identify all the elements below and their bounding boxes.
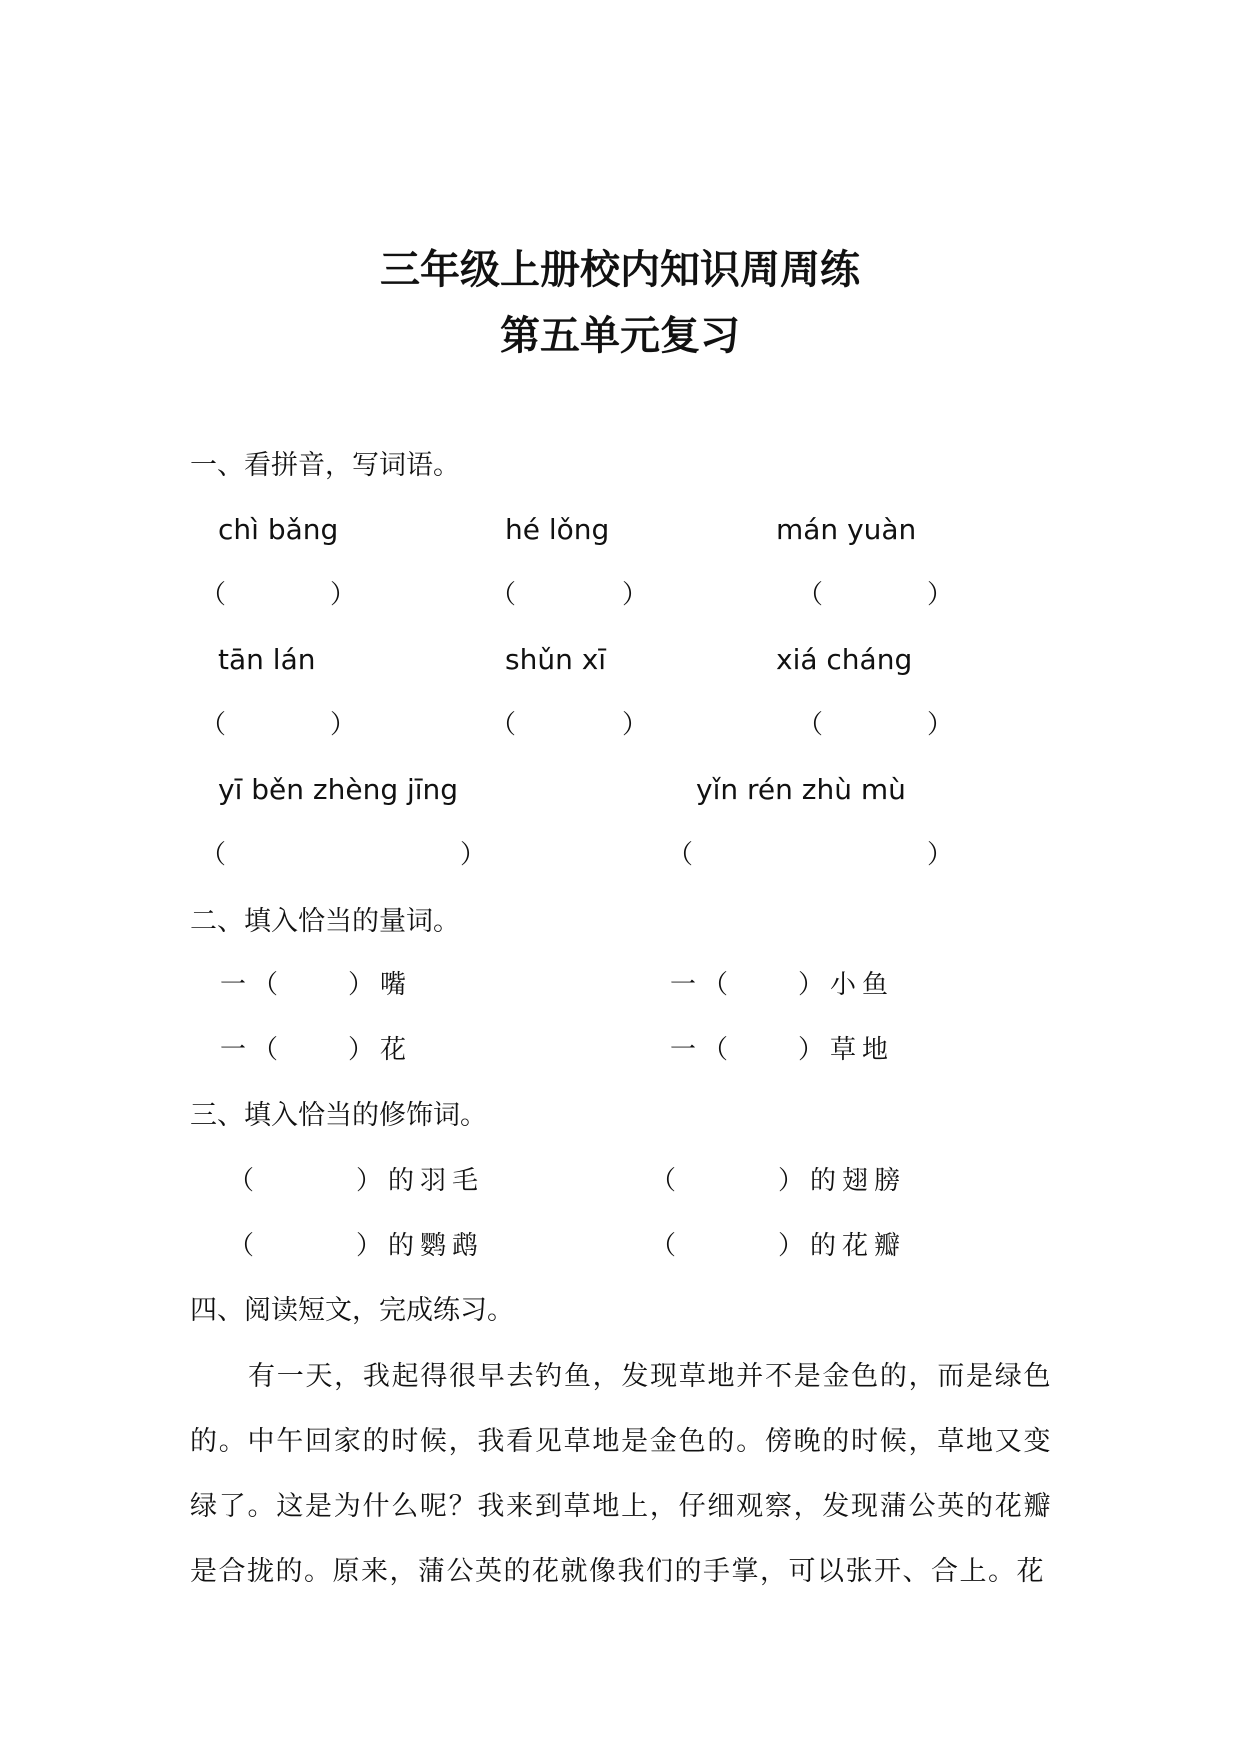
measure-word-item: 一（ ）花	[220, 1035, 413, 1065]
page-subtitle: 第五单元复习	[500, 313, 740, 359]
answer-bracket-close: ）	[927, 710, 954, 740]
section1-heading: 一、看拼音，写词语。	[190, 450, 460, 481]
pinyin-item: hé lǒng	[505, 513, 610, 546]
answer-bracket-close: ）	[330, 580, 357, 610]
answer-bracket-close: ）	[622, 580, 649, 610]
pinyin-item: mán yuàn	[776, 513, 917, 546]
answer-bracket-open: （	[667, 840, 694, 870]
section3-heading: 三、填入恰当的修饰词。	[190, 1100, 487, 1131]
answer-bracket-open: （	[797, 580, 824, 610]
modifier-item: （ ）的鹦鹉	[228, 1231, 485, 1261]
modifier-item: （ ）的花瓣	[650, 1231, 907, 1261]
pinyin-item: chì bǎng	[218, 513, 339, 546]
answer-bracket-open: （	[490, 710, 517, 740]
pinyin-item: shǔn xī	[505, 643, 607, 676]
modifier-item: （ ）的羽毛	[228, 1166, 485, 1196]
answer-bracket-close: ）	[330, 710, 357, 740]
pinyin-item: xiá cháng	[776, 643, 913, 676]
answer-bracket-open: （	[200, 580, 227, 610]
reading-passage: 有一天，我起得很早去钓鱼，发现草地并不是金色的，而是绿色的。中午回家的时候，我看见草地是金色的。傍晚的时候，草地又变绿了。这是为什么呢？我来到草地上，仔细观察，发现蒲公英的花瓣是合拢的。原来，蒲公英的花就像我们的手掌，可以张开、合上。花	[190, 1361, 1052, 1587]
measure-word-item: 一（ ）草地	[670, 1035, 895, 1065]
answer-bracket-close: ）	[622, 710, 649, 740]
answer-bracket-open: （	[200, 840, 227, 870]
section4-heading: 四、阅读短文，完成练习。	[190, 1295, 514, 1326]
measure-word-item: 一（ ）小鱼	[670, 970, 895, 1000]
pinyin-item: yī běn zhèng jīng	[218, 773, 459, 806]
pinyin-item: tān lán	[218, 643, 316, 676]
answer-bracket-open: （	[490, 580, 517, 610]
answer-bracket-open: （	[797, 710, 824, 740]
measure-word-item: 一（ ）嘴	[220, 970, 413, 1000]
pinyin-item: yǐn rén zhù mù	[696, 773, 906, 806]
page-title: 三年级上册校内知识周周练	[380, 247, 860, 293]
answer-bracket-close: ）	[927, 840, 954, 870]
answer-bracket-open: （	[200, 710, 227, 740]
section2-heading: 二、填入恰当的量词。	[190, 906, 460, 937]
answer-bracket-close: ）	[927, 580, 954, 610]
answer-bracket-close: ）	[460, 840, 487, 870]
modifier-item: （ ）的翅膀	[650, 1166, 907, 1196]
